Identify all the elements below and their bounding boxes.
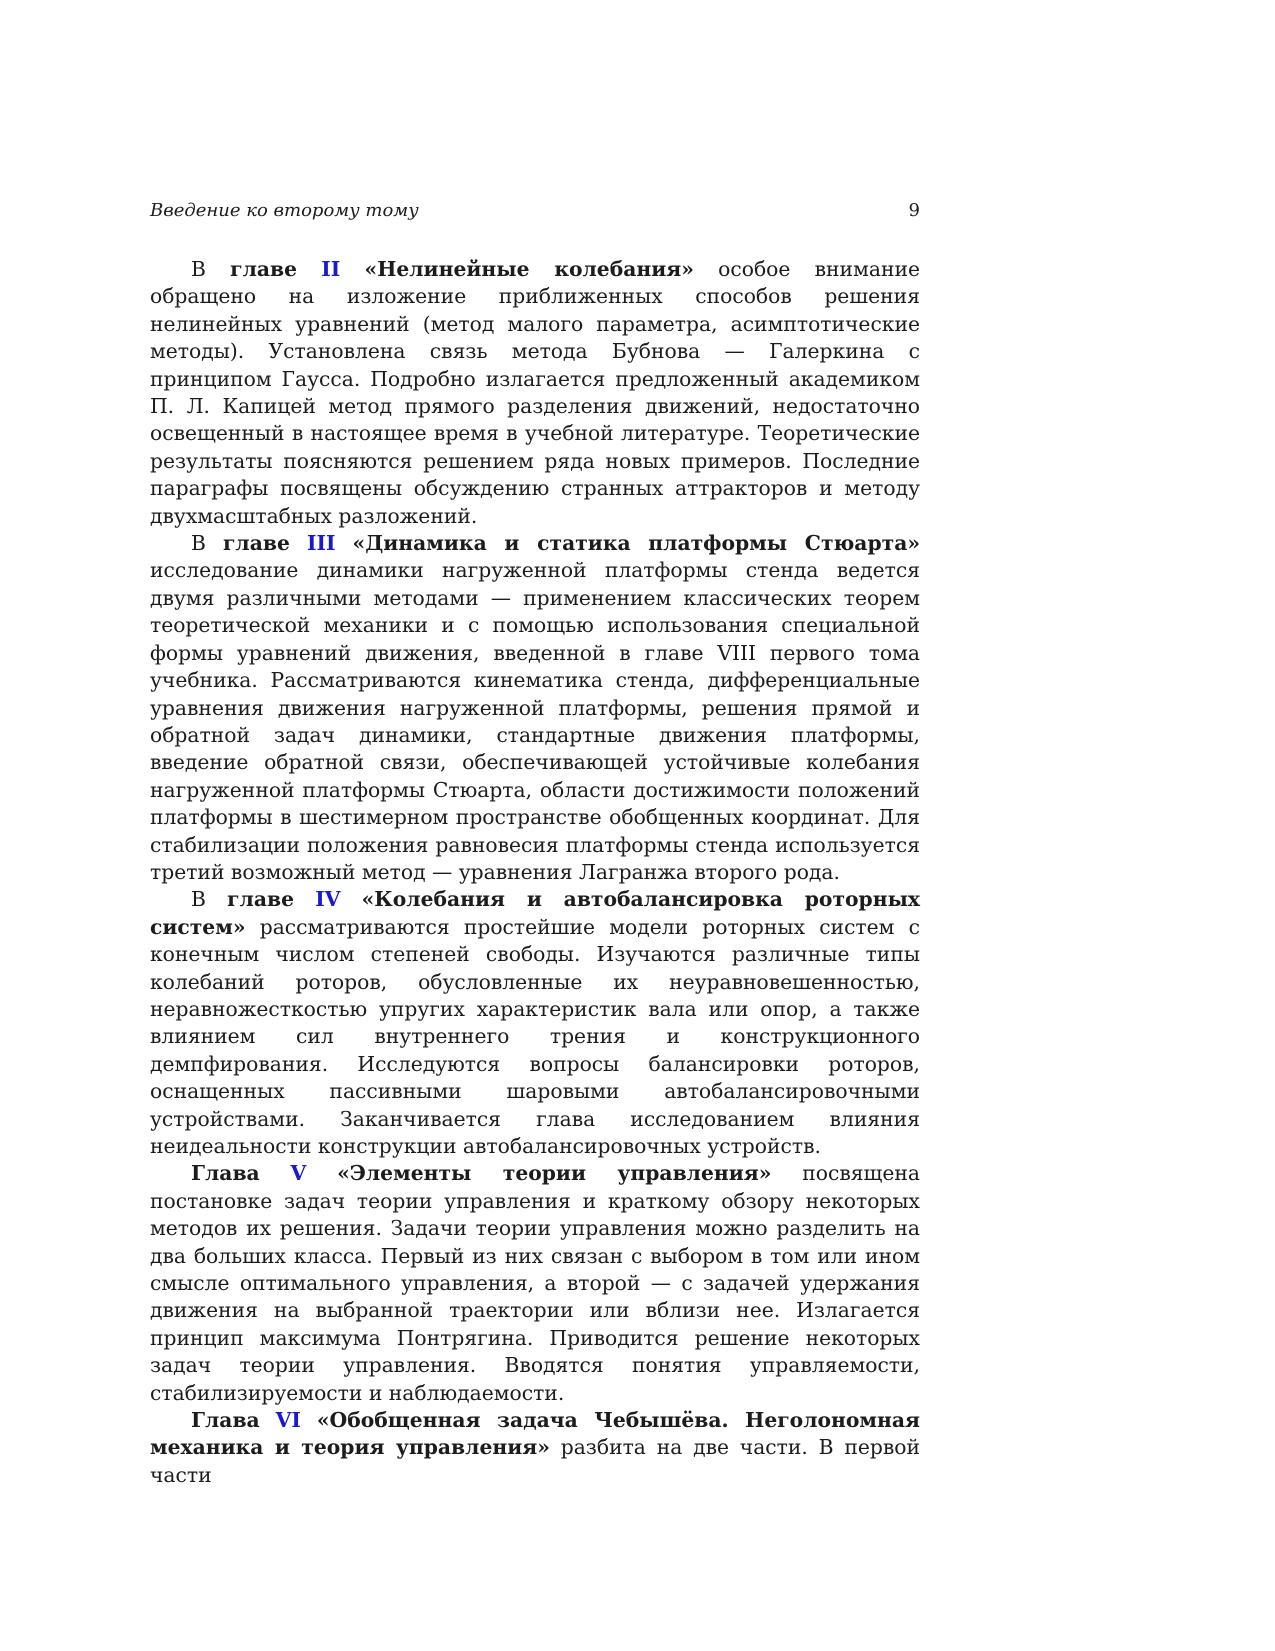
paragraph-text: особое внимание обращено на изложение приближенных способов решения нелинейных уравнений (метод малого параметра, асимптотические методы). Установлена связь метода Бубнова — Галеркина с принципом Гаусса. Подробно излагается предложенный академиком П. Л. Капицей метод прямого разделения движений, недостаточно освещенный в настоящее время в учебной литературе. Теоретические результаты поясняются решением ряда новых примеров. Последние параграфы посвящены обсуждению странных аттракторов и методу двухмасштабных разложений. (150, 257, 920, 528)
running-title: Введение ко второму тому (150, 200, 419, 221)
chapter-keyword: Глава (191, 1161, 260, 1186)
chapter-keyword: главе (223, 531, 290, 556)
paragraph-chapter-2 (150, 256, 920, 530)
paragraph-chapter-5 (150, 1160, 920, 1407)
book-page (150, 200, 920, 1489)
chapter-title: «Обобщенная задача Чебышёва. Неголономная механика и теория управления» (150, 1408, 920, 1460)
paragraph-lead: В (191, 257, 206, 281)
chapter-keyword: главе (230, 257, 298, 281)
chapter-title: «Динамика и статика платформы Стюарта» (352, 531, 921, 556)
chapter-title: «Нелинейные колебания» (364, 257, 694, 281)
chapter-keyword: Глава (191, 1408, 260, 1433)
chapter-link-2[interactable]: II (321, 257, 341, 281)
paragraph-chapter-6 (150, 1407, 920, 1489)
chapter-link-3[interactable]: III (306, 531, 336, 556)
paragraph-text: разбита на две части. В первой части (150, 1435, 920, 1487)
chapter-link-5[interactable]: V (290, 1161, 307, 1186)
page-number: 9 (908, 200, 920, 221)
chapter-title: «Элементы теории управления» (337, 1161, 772, 1186)
paragraph-text: посвящена постановке задач теории управления и краткому обзору некоторых методов их решения. Задачи теории управления можно разделить на два больших класса. Первый из них связан с выбором в том или ином смысле оптимального управления, а второй — с задачей удержания движения на выбранной траектории или вблизи нее. Излагается принцип максимума Понтрягина. Приводится решение некоторых задач теории управления. Вводятся понятия управляемости, стабилизируемости и наблюдаемости. (150, 1161, 921, 1405)
paragraph-text: исследование динамики нагруженной платформы стенда ведется двумя различными методами — применением классических теорем теоретической механики и с помощью использования специальной формы уравнений движения, введенной в главе VIII первого тома учебника. Рассматриваются кинематика стенда, дифференциальные уравнения движения нагруженной платформы, решения прямой и обратной задач динамики, стандартные движения платформы, введение обратной связи, обеспечивающей устойчивые колебания нагруженной платформы Стюарта, области достижимости положений платформы в шестимерном пространстве обобщенных координат. Для стабилизации положения равновесия платформы стенда используется третий возможный метод — уравнения Лагранжа второго рода. (150, 558, 920, 884)
paragraph-chapter-3 (150, 530, 920, 886)
paragraph-text: рассматриваются простейшие модели роторных систем с конечным числом степеней свободы. Изучаются различные типы колебаний роторов, обусловленные их неуравновешенностью, неравножесткостью упругих характеристик вала или опор, а также влиянием сил внутреннего трения и конструкционного демпфирования. Исследуются вопросы балансировки роторов, оснащенных пассивными шаровыми автобалансировочными устройствами. Заканчивается глава исследованием влияния неидеальности конструкции автобалансировочных устройств. (150, 914, 920, 1158)
paragraph-lead: В (191, 887, 206, 912)
running-head (150, 200, 920, 222)
chapter-title: «Колебания и автобалансировка роторных систем» (150, 887, 920, 939)
chapter-keyword: главе (227, 887, 294, 912)
chapter-link-6[interactable]: VI (275, 1408, 301, 1433)
chapter-link-4[interactable]: IV (315, 887, 341, 912)
paragraph-chapter-4 (150, 886, 920, 1160)
body-text (150, 256, 920, 1489)
paragraph-lead: В (191, 531, 206, 556)
